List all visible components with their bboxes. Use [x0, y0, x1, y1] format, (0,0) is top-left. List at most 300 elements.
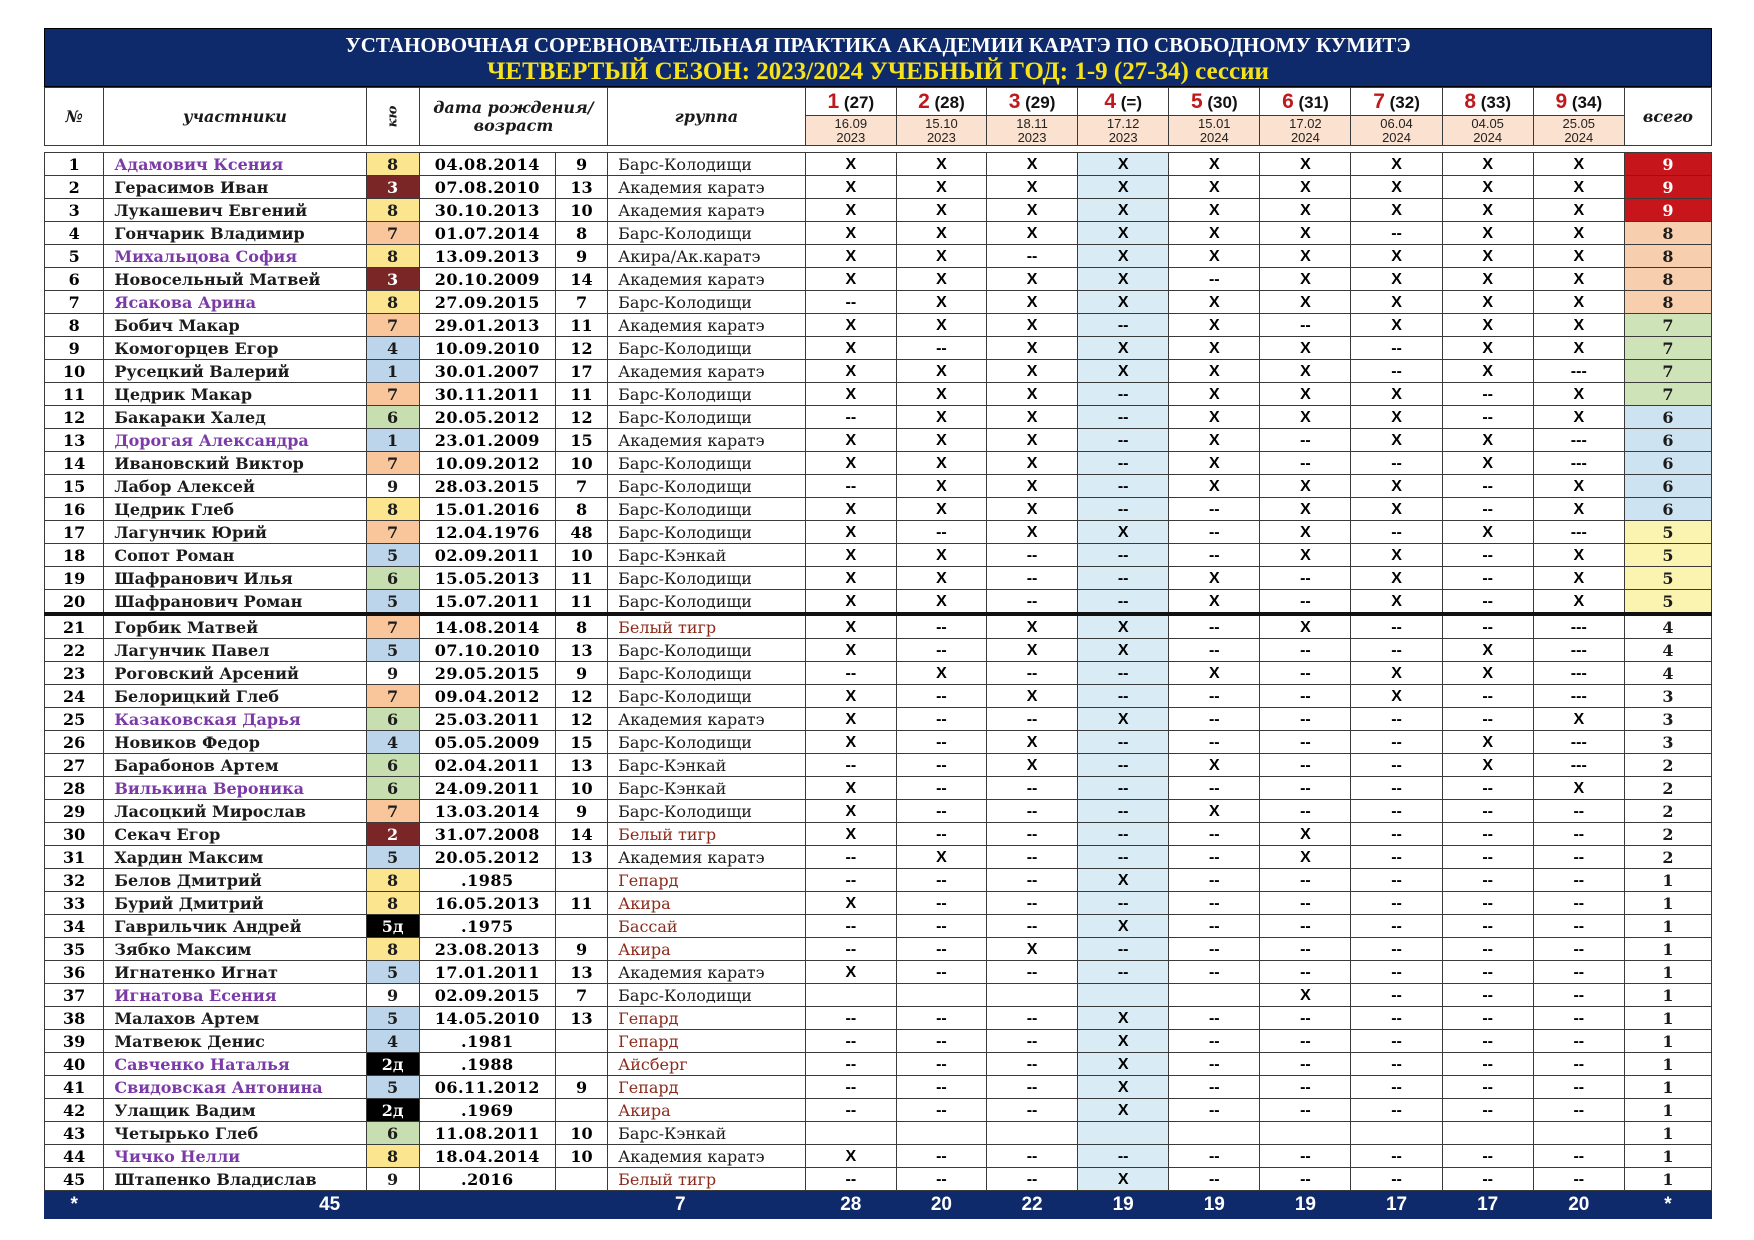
attendance-mark: X [1533, 544, 1624, 567]
attendance-mark: X [1169, 662, 1260, 685]
attendance-mark: X [1533, 406, 1624, 429]
attendance-mark: -- [1533, 1076, 1624, 1099]
attendance-mark: -- [805, 869, 896, 892]
session-index: (=) [1120, 93, 1142, 112]
attendance-mark: -- [1442, 383, 1533, 406]
participant-name: Лагунчик Павел [104, 639, 366, 662]
table-row [45, 314, 1712, 337]
birth-date: 29.05.2015 [419, 662, 555, 685]
group-name: Барс-Колодищи [608, 291, 806, 314]
birth-date: 10.09.2010 [419, 337, 555, 360]
attendance-mark: X [1260, 984, 1351, 1007]
header-total: всего [1624, 88, 1711, 146]
age: 13 [555, 754, 607, 777]
attendance-mark: -- [1442, 406, 1533, 429]
attendance-mark: X [805, 800, 896, 823]
kyu-badge: 7 [366, 452, 419, 475]
group-name: Бассай [608, 915, 806, 938]
attendance-mark: X [1078, 1053, 1169, 1076]
attendance-mark: X [1442, 429, 1533, 452]
attendance-mark: X [1351, 475, 1442, 498]
session-date [1169, 115, 1259, 145]
attendance-mark: X [896, 360, 986, 383]
attendance-mark: X [805, 1145, 896, 1168]
attendance-mark: -- [1169, 708, 1260, 731]
session-title [806, 88, 896, 115]
attendance-mark: X [805, 153, 896, 176]
attendance-mark: -- [1442, 823, 1533, 846]
session-number: 3 [1008, 90, 1021, 113]
session-index: (30) [1207, 93, 1238, 112]
row-number: 18 [45, 544, 104, 567]
row-total: 3 [1624, 685, 1711, 708]
participant-name: Ивановский Виктор [104, 452, 366, 475]
footer-session-count: 19 [1169, 1191, 1260, 1219]
group-name: Барс-Кэнкай [608, 777, 806, 800]
attendance-mark: --- [1533, 452, 1624, 475]
attendance-mark: -- [1260, 754, 1351, 777]
attendance-mark: -- [1260, 1145, 1351, 1168]
row-total: 8 [1624, 268, 1711, 291]
kyu-badge: 4 [366, 731, 419, 754]
attendance-mark: -- [896, 1030, 986, 1053]
session-date [1534, 115, 1624, 145]
attendance-mark: -- [1533, 961, 1624, 984]
kyu-badge: 6 [366, 708, 419, 731]
attendance-mark: -- [1078, 777, 1169, 800]
attendance-mark: -- [986, 662, 1077, 685]
row-total: 2 [1624, 754, 1711, 777]
age [555, 915, 607, 938]
row-number: 7 [45, 291, 104, 314]
row-number: 45 [45, 1168, 104, 1191]
attendance-mark: X [986, 337, 1077, 360]
participant-name: Шафранович Илья [104, 567, 366, 590]
row-number: 8 [45, 314, 104, 337]
attendance-mark: -- [986, 915, 1077, 938]
attendance-mark: X [1351, 662, 1442, 685]
attendance-mark: -- [1351, 777, 1442, 800]
attendance-mark: -- [896, 892, 986, 915]
attendance-mark: -- [1260, 662, 1351, 685]
kyu-badge: 9 [366, 984, 419, 1007]
attendance-mark: X [1169, 429, 1260, 452]
attendance-mark: X [986, 176, 1077, 199]
attendance-mark [1260, 1122, 1351, 1145]
attendance-mark: -- [1169, 1053, 1260, 1076]
attendance-mark: X [1169, 337, 1260, 360]
attendance-mark: X [1078, 245, 1169, 268]
session-day: 18.11 [1016, 116, 1048, 131]
participant-name: Гаврильчик Андрей [104, 915, 366, 938]
row-total: 1 [1624, 869, 1711, 892]
participant-name: Лагунчик Юрий [104, 521, 366, 544]
attendance-mark: -- [986, 1007, 1077, 1030]
row-number: 31 [45, 846, 104, 869]
group-name: Барс-Колодищи [608, 383, 806, 406]
kyu-badge: 5д [366, 915, 419, 938]
attendance-mark: -- [1533, 938, 1624, 961]
attendance-mark: -- [986, 777, 1077, 800]
group-name: Белый тигр [608, 1168, 806, 1191]
birth-date: .1988 [419, 1053, 555, 1076]
attendance-mark: -- [805, 915, 896, 938]
attendance-mark: X [1169, 176, 1260, 199]
attendance-mark: X [805, 245, 896, 268]
footer-row [45, 1191, 1712, 1219]
attendance-sheet [44, 28, 1712, 1219]
row-total: 3 [1624, 731, 1711, 754]
attendance-mark: --- [1533, 360, 1624, 383]
age: 7 [555, 291, 607, 314]
attendance-mark: X [805, 222, 896, 245]
participant-name: Герасимов Иван [104, 176, 366, 199]
session-day: 17.12 [1106, 116, 1140, 131]
attendance-mark: -- [1442, 685, 1533, 708]
attendance-mark: X [1533, 245, 1624, 268]
group-name: Академия каратэ [608, 199, 806, 222]
participant-name: Цедрик Макар [104, 383, 366, 406]
kyu-badge: 2 [366, 823, 419, 846]
attendance-mark: X [986, 153, 1077, 176]
age: 11 [555, 383, 607, 406]
attendance-mark: X [1351, 590, 1442, 615]
attendance-mark: -- [896, 1007, 986, 1030]
attendance-mark: -- [1169, 823, 1260, 846]
attendance-mark: -- [1078, 892, 1169, 915]
attendance-mark: --- [1533, 521, 1624, 544]
row-number: 35 [45, 938, 104, 961]
table-row [45, 337, 1712, 360]
attendance-mark: X [896, 153, 986, 176]
attendance-mark [805, 1122, 896, 1145]
attendance-mark: X [1533, 337, 1624, 360]
session-number: 4 [1104, 90, 1116, 113]
session-index: (27) [843, 93, 875, 112]
header-session-1 [805, 88, 896, 146]
table-row [45, 846, 1712, 869]
attendance-mark: X [986, 521, 1077, 544]
birth-date: .1969 [419, 1099, 555, 1122]
group-name: Академия каратэ [608, 176, 806, 199]
footer-groups-count: 7 [555, 1191, 805, 1219]
row-total: 7 [1624, 337, 1711, 360]
attendance-mark: -- [1260, 961, 1351, 984]
attendance-mark: X [896, 846, 986, 869]
attendance-mark: X [986, 291, 1077, 314]
attendance-mark: X [805, 199, 896, 222]
kyu-badge: 4 [366, 1030, 419, 1053]
attendance-mark: -- [1351, 1168, 1442, 1191]
age: 9 [555, 800, 607, 823]
attendance-mark: X [1078, 1007, 1169, 1030]
attendance-mark: -- [1169, 731, 1260, 754]
kyu-badge: 3 [366, 268, 419, 291]
attendance-mark: X [896, 222, 986, 245]
row-total: 5 [1624, 590, 1711, 615]
attendance-mark: X [1533, 222, 1624, 245]
table-row [45, 938, 1712, 961]
participant-name: Цедрик Глеб [104, 498, 366, 521]
session-date [1443, 115, 1533, 145]
row-total: 6 [1624, 429, 1711, 452]
attendance-mark: -- [1169, 1030, 1260, 1053]
session-index: (28) [934, 93, 965, 112]
attendance-mark: -- [1260, 915, 1351, 938]
attendance-mark: X [986, 498, 1077, 521]
birth-date: 15.05.2013 [419, 567, 555, 590]
session-index: (31) [1298, 93, 1329, 112]
group-name: Академия каратэ [608, 360, 806, 383]
kyu-badge: 7 [366, 222, 419, 245]
row-total: 7 [1624, 360, 1711, 383]
row-number: 25 [45, 708, 104, 731]
attendance-mark: X [1169, 360, 1260, 383]
age: 9 [555, 662, 607, 685]
attendance-mark: X [896, 291, 986, 314]
attendance-mark: -- [1533, 1145, 1624, 1168]
group-name: Акира [608, 892, 806, 915]
session-index: (29) [1025, 93, 1056, 112]
row-number: 3 [45, 199, 104, 222]
kyu-badge: 5 [366, 639, 419, 662]
attendance-mark: -- [1078, 754, 1169, 777]
age: 13 [555, 1007, 607, 1030]
attendance-mark: -- [1533, 823, 1624, 846]
attendance-mark: -- [1442, 1099, 1533, 1122]
table-row [45, 614, 1712, 639]
session-year: 2023 [926, 130, 956, 145]
attendance-mark [1351, 1122, 1442, 1145]
birth-date: 16.05.2013 [419, 892, 555, 915]
attendance-mark: X [1078, 521, 1169, 544]
row-number: 24 [45, 685, 104, 708]
row-total: 4 [1624, 614, 1711, 639]
attendance-mark: -- [1169, 777, 1260, 800]
attendance-mark: X [1442, 754, 1533, 777]
table-row [45, 291, 1712, 314]
attendance-mark: X [986, 731, 1077, 754]
attendance-mark: -- [1351, 360, 1442, 383]
group-name: Академия каратэ [608, 314, 806, 337]
participant-name: Бобич Макар [104, 314, 366, 337]
kyu-badge: 6 [366, 1122, 419, 1145]
attendance-mark: -- [1533, 1007, 1624, 1030]
attendance-mark: -- [1442, 614, 1533, 639]
participant-name: Лукашевич Евгений [104, 199, 366, 222]
row-total: 1 [1624, 892, 1711, 915]
participant-name: Игнатова Есения [104, 984, 366, 1007]
birth-date: 18.04.2014 [419, 1145, 555, 1168]
footer-session-count: 20 [1533, 1191, 1624, 1219]
attendance-mark: -- [1442, 1030, 1533, 1053]
table-row [45, 360, 1712, 383]
attendance-mark: -- [896, 777, 986, 800]
attendance-mark [986, 984, 1077, 1007]
row-number: 42 [45, 1099, 104, 1122]
birth-date: 07.10.2010 [419, 639, 555, 662]
attendance-mark: -- [986, 869, 1077, 892]
row-total: 1 [1624, 1145, 1711, 1168]
attendance-mark: -- [1442, 475, 1533, 498]
table-row [45, 685, 1712, 708]
attendance-mark: X [986, 452, 1077, 475]
kyu-badge: 8 [366, 153, 419, 176]
attendance-mark: --- [1533, 662, 1624, 685]
group-name: Академия каратэ [608, 429, 806, 452]
header-participants: участники [104, 88, 366, 146]
age: 11 [555, 567, 607, 590]
attendance-mark: -- [1169, 846, 1260, 869]
attendance-mark: X [1533, 567, 1624, 590]
attendance-mark: X [1351, 245, 1442, 268]
participant-name: Бурий Дмитрий [104, 892, 366, 915]
table-row [45, 754, 1712, 777]
attendance-mark: X [1442, 153, 1533, 176]
attendance-mark: X [1260, 199, 1351, 222]
table-row [45, 544, 1712, 567]
attendance-mark: X [1533, 383, 1624, 406]
participant-name: Малахов Артем [104, 1007, 366, 1030]
row-number: 11 [45, 383, 104, 406]
attendance-mark: X [805, 521, 896, 544]
attendance-mark: X [1260, 544, 1351, 567]
table-row [45, 590, 1712, 615]
attendance-mark: X [1260, 846, 1351, 869]
table-row [45, 268, 1712, 291]
header-session-5 [1169, 88, 1260, 146]
attendance-mark: X [1078, 360, 1169, 383]
attendance-mark: X [896, 475, 986, 498]
session-date [806, 115, 896, 145]
participant-name: Хардин Максим [104, 846, 366, 869]
participant-name: Сопот Роман [104, 544, 366, 567]
kyu-badge: 6 [366, 754, 419, 777]
attendance-mark: -- [1260, 708, 1351, 731]
attendance-mark: -- [1442, 1145, 1533, 1168]
row-number: 27 [45, 754, 104, 777]
attendance-mark: X [896, 199, 986, 222]
row-number: 12 [45, 406, 104, 429]
attendance-mark: -- [986, 1145, 1077, 1168]
birth-date: 13.09.2013 [419, 245, 555, 268]
group-name: Барс-Колодищи [608, 662, 806, 685]
attendance-mark: X [986, 614, 1077, 639]
attendance-mark: -- [986, 823, 1077, 846]
group-name: Барс-Колодищи [608, 567, 806, 590]
attendance-mark: -- [805, 754, 896, 777]
participant-name: Ласоцкий Мирослав [104, 800, 366, 823]
attendance-mark: X [1260, 383, 1351, 406]
footer-session-count: 19 [1260, 1191, 1351, 1219]
participant-name: Лабор Алексей [104, 475, 366, 498]
attendance-mark: -- [1351, 754, 1442, 777]
attendance-mark: -- [1169, 614, 1260, 639]
session-year: 2023 [836, 130, 866, 145]
attendance-mark: X [1260, 245, 1351, 268]
attendance-mark: -- [986, 800, 1077, 823]
title-line-2: ЧЕТВЕРТЫЙ СЕЗОН: 2023/2024 УЧЕБНЫЙ ГОД: 1-9 (27-34) сессии [487, 58, 1269, 85]
participant-name: Михальцова София [104, 245, 366, 268]
attendance-mark: -- [1260, 590, 1351, 615]
row-total: 9 [1624, 176, 1711, 199]
kyu-badge: 2д [366, 1053, 419, 1076]
attendance-mark: X [1442, 662, 1533, 685]
table-row [45, 708, 1712, 731]
attendance-mark: X [1260, 360, 1351, 383]
row-number: 19 [45, 567, 104, 590]
footer-session-count: 28 [805, 1191, 896, 1219]
participant-name: Горбик Матвей [104, 614, 366, 639]
header-number: № [45, 88, 104, 146]
attendance-mark: -- [1351, 614, 1442, 639]
attendance-mark: -- [896, 337, 986, 360]
attendance-mark: -- [1351, 823, 1442, 846]
attendance-mark: -- [1442, 961, 1533, 984]
table-row [45, 1122, 1712, 1145]
attendance-mark: -- [1260, 452, 1351, 475]
row-total: 1 [1624, 915, 1711, 938]
attendance-mark: -- [1351, 222, 1442, 245]
age: 12 [555, 406, 607, 429]
attendance-mark: X [1533, 291, 1624, 314]
session-day: 04.05 [1471, 116, 1504, 131]
attendance-mark: -- [1351, 521, 1442, 544]
session-day: 17.02 [1289, 116, 1322, 131]
title-line-1: УСТАНОВОЧНАЯ СОРЕВНОВАТЕЛЬНАЯ ПРАКТИКА АКАДЕМИИ КАРАТЭ ПО СВОБОДНОМУ КУМИТЭ [345, 33, 1411, 57]
table-row [45, 984, 1712, 1007]
birth-date: 04.08.2014 [419, 153, 555, 176]
birth-date: 14.08.2014 [419, 614, 555, 639]
row-total: 5 [1624, 567, 1711, 590]
attendance-mark: X [896, 268, 986, 291]
header-group: группа [608, 88, 806, 146]
row-number: 39 [45, 1030, 104, 1053]
birth-date: 23.08.2013 [419, 938, 555, 961]
age: 9 [555, 938, 607, 961]
row-total: 7 [1624, 314, 1711, 337]
kyu-badge: 9 [366, 1168, 419, 1191]
attendance-mark: -- [1442, 938, 1533, 961]
kyu-badge: 5 [366, 590, 419, 615]
birth-date: 11.08.2011 [419, 1122, 555, 1145]
attendance-mark: -- [896, 1076, 986, 1099]
session-year: 2024 [1290, 130, 1320, 145]
session-date [1260, 115, 1350, 145]
session-date [1078, 115, 1168, 145]
row-total: 4 [1624, 662, 1711, 685]
group-name: Барс-Колодищи [608, 984, 806, 1007]
attendance-mark: -- [896, 685, 986, 708]
kyu-badge: 5 [366, 544, 419, 567]
row-number: 26 [45, 731, 104, 754]
session-index: (33) [1480, 93, 1511, 112]
table-row [45, 1145, 1712, 1168]
kyu-badge: 5 [366, 961, 419, 984]
group-name: Барс-Колодищи [608, 731, 806, 754]
kyu-badge: 8 [366, 869, 419, 892]
participant-name: Улащик Вадим [104, 1099, 366, 1122]
table-row [45, 521, 1712, 544]
kyu-badge: 8 [366, 245, 419, 268]
attendance-mark: -- [1260, 1007, 1351, 1030]
kyu-badge: 8 [366, 199, 419, 222]
attendance-mark: -- [1078, 823, 1169, 846]
attendance-mark: -- [1442, 915, 1533, 938]
attendance-mark: X [805, 731, 896, 754]
table-row [45, 1030, 1712, 1053]
attendance-mark: -- [896, 823, 986, 846]
